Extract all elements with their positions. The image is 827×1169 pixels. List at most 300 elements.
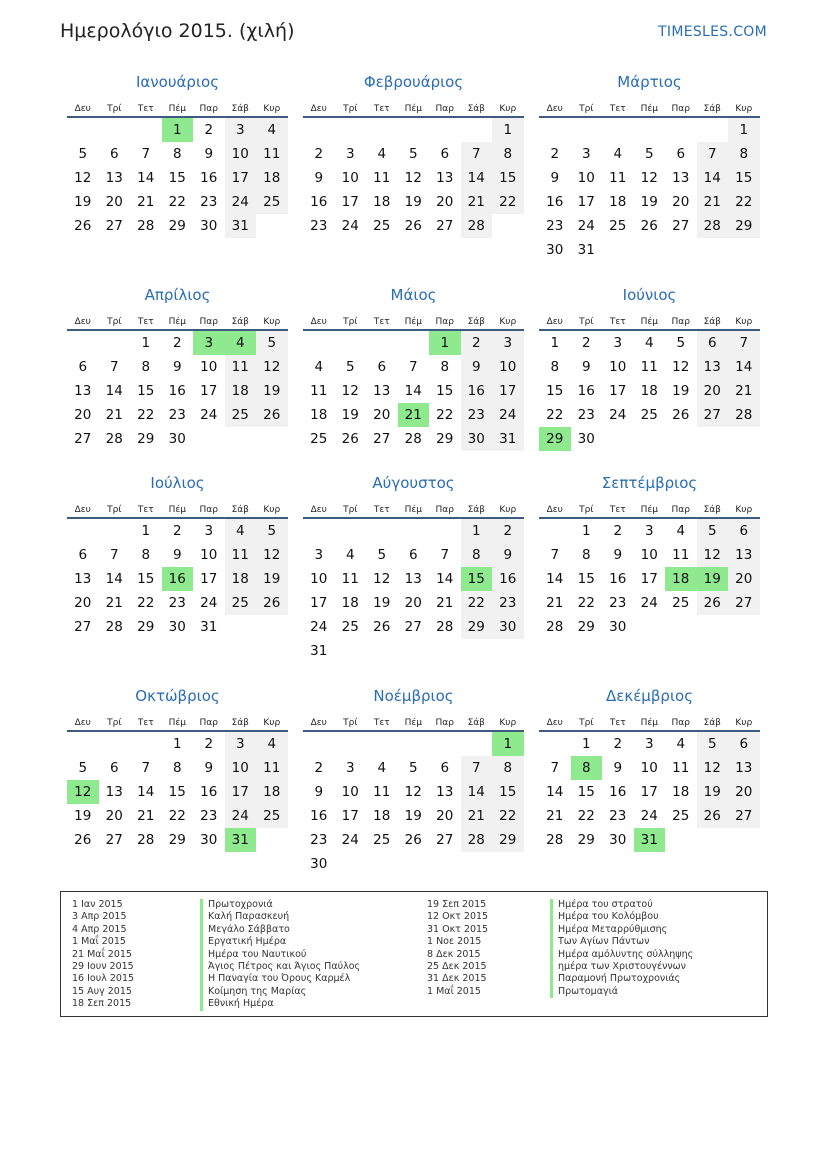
empty-day-cell <box>366 118 398 142</box>
day-cell: 20 <box>373 407 391 423</box>
day-cell: 24 <box>341 218 359 234</box>
week-row <box>67 828 288 852</box>
day-cell: 3 <box>345 760 355 776</box>
day-cell: 30 <box>168 431 186 447</box>
day-cell: 21 <box>398 403 430 427</box>
day-cell: 6 <box>377 359 387 375</box>
empty-day-cell <box>728 238 760 262</box>
month-name: Ιούνιος <box>622 286 677 304</box>
week-row <box>303 732 524 756</box>
week-row <box>539 732 760 756</box>
day-cell: 10 <box>577 170 595 186</box>
day-cell: 23 <box>609 808 627 824</box>
weekday-label: Κυρ <box>263 718 281 728</box>
holiday-dates-column-2 <box>427 899 488 998</box>
week-row <box>303 427 524 451</box>
day-cell: 17 <box>341 194 359 210</box>
day-cell: 18 <box>665 567 697 591</box>
day-cell: 23 <box>168 407 186 423</box>
month-days <box>303 732 524 876</box>
day-cell: 5 <box>377 547 387 563</box>
empty-day-cell <box>398 852 430 876</box>
weekday-header <box>303 708 524 732</box>
day-cell: 26 <box>341 431 359 447</box>
day-cell: 19 <box>341 407 359 423</box>
day-cell: 19 <box>373 595 391 611</box>
empty-day-cell <box>492 214 524 238</box>
day-cell: 9 <box>172 359 182 375</box>
day-cell: 27 <box>728 804 760 828</box>
week-row <box>67 403 288 427</box>
empty-day-cell <box>429 732 461 756</box>
week-row <box>67 804 288 828</box>
day-cell: 25 <box>672 595 690 611</box>
day-cell: 10 <box>640 547 658 563</box>
holiday-name: Ημέρα του Ναυτικού <box>200 949 360 961</box>
day-cell: 24 <box>640 595 658 611</box>
day-cell: 29 <box>137 619 155 635</box>
day-cell: 30 <box>492 615 524 639</box>
empty-day-cell <box>366 639 398 663</box>
day-cell: 25 <box>256 190 288 214</box>
day-cell: 28 <box>697 214 729 238</box>
month-name: Μάιος <box>390 286 437 304</box>
day-cell: 26 <box>672 407 690 423</box>
day-cell: 12 <box>640 170 658 186</box>
day-cell: 14 <box>461 780 493 804</box>
day-cell: 27 <box>404 619 422 635</box>
day-cell: 28 <box>436 619 454 635</box>
day-cell: 4 <box>377 146 387 162</box>
weekday-label: Τρί <box>107 718 122 728</box>
day-cell: 1 <box>162 118 194 142</box>
day-cell: 20 <box>436 194 454 210</box>
day-cell: 25 <box>373 832 391 848</box>
month-days <box>67 519 288 639</box>
month-name: Φεβρουάριος <box>363 73 464 91</box>
empty-day-cell <box>303 118 335 142</box>
day-cell: 20 <box>74 595 92 611</box>
weekday-label: Κυρ <box>263 505 281 515</box>
weekday-label: Παρ <box>199 317 218 327</box>
day-cell: 13 <box>404 571 422 587</box>
day-cell: 24 <box>577 218 595 234</box>
day-cell: 4 <box>377 760 387 776</box>
week-row <box>539 427 760 451</box>
day-cell: 7 <box>109 359 119 375</box>
day-cell: 29 <box>461 615 493 639</box>
week-row <box>303 214 524 238</box>
empty-day-cell <box>67 732 99 756</box>
day-cell: 29 <box>168 218 186 234</box>
day-cell: 15 <box>492 780 524 804</box>
day-cell: 12 <box>697 543 729 567</box>
day-cell: 30 <box>200 218 218 234</box>
day-cell: 14 <box>546 571 564 587</box>
month-block <box>67 285 288 451</box>
day-cell: 8 <box>550 359 560 375</box>
empty-day-cell <box>366 331 398 355</box>
day-cell: 6 <box>440 760 450 776</box>
week-row <box>539 543 760 567</box>
holiday-name: Των Αγίων Πάντων <box>550 936 693 948</box>
empty-day-cell <box>492 639 524 663</box>
day-cell: 13 <box>373 383 391 399</box>
weekday-header <box>303 94 524 118</box>
empty-day-cell <box>335 519 367 543</box>
month-block <box>67 72 288 238</box>
month-block <box>303 473 524 663</box>
weekday-label: Παρ <box>435 505 454 515</box>
week-row <box>303 355 524 379</box>
holiday-date: 21 Μαΐ 2015 <box>72 948 132 960</box>
day-cell: 9 <box>314 784 324 800</box>
weekday-label: Δευ <box>546 104 563 114</box>
week-row <box>67 166 288 190</box>
day-cell: 18 <box>609 194 627 210</box>
day-cell: 23 <box>168 595 186 611</box>
weekday-label: Τετ <box>609 317 626 327</box>
day-cell: 27 <box>436 218 454 234</box>
empty-day-cell <box>602 427 634 451</box>
day-cell: 20 <box>105 808 123 824</box>
empty-day-cell <box>99 331 131 355</box>
week-row <box>303 142 524 166</box>
day-cell: 25 <box>310 431 328 447</box>
day-cell: 26 <box>256 403 288 427</box>
month-block <box>67 473 288 639</box>
week-row <box>303 615 524 639</box>
day-cell: 29 <box>492 828 524 852</box>
day-cell: 16 <box>168 383 186 399</box>
day-cell: 31 <box>492 427 524 451</box>
weekday-label: Παρ <box>435 104 454 114</box>
weekday-header <box>539 307 760 331</box>
week-row <box>67 591 288 615</box>
day-cell: 14 <box>436 571 454 587</box>
day-cell: 28 <box>404 431 422 447</box>
empty-day-cell <box>225 615 257 639</box>
day-cell: 5 <box>697 732 729 756</box>
day-cell: 9 <box>550 170 560 186</box>
empty-day-cell <box>398 519 430 543</box>
day-cell: 7 <box>141 146 151 162</box>
day-cell: 6 <box>728 732 760 756</box>
holiday-date: 31 Οκτ 2015 <box>427 923 489 935</box>
day-cell: 17 <box>310 595 328 611</box>
holiday-date: 1 Ιαν 2015 <box>72 899 123 910</box>
day-cell: 31 <box>225 828 257 852</box>
day-cell: 13 <box>697 355 729 379</box>
week-row <box>67 732 288 756</box>
day-cell: 23 <box>577 407 595 423</box>
week-row <box>67 214 288 238</box>
month-days <box>303 519 524 663</box>
day-cell: 7 <box>697 142 729 166</box>
week-row <box>539 780 760 804</box>
week-row <box>67 543 288 567</box>
day-cell: 26 <box>74 832 92 848</box>
day-cell: 2 <box>461 331 493 355</box>
day-cell: 8 <box>172 760 182 776</box>
empty-day-cell <box>256 214 288 238</box>
site-link[interactable]: TIMESLES.COM <box>658 24 767 40</box>
day-cell: 2 <box>172 523 182 539</box>
day-cell: 4 <box>256 732 288 756</box>
day-cell: 28 <box>728 403 760 427</box>
day-cell: 26 <box>697 804 729 828</box>
weekday-label: Παρ <box>435 317 454 327</box>
day-cell: 2 <box>314 146 324 162</box>
holiday-name: Μεγάλο Σάββατο <box>200 924 360 936</box>
day-cell: 23 <box>200 194 218 210</box>
week-row <box>67 427 288 451</box>
day-cell: 9 <box>492 543 524 567</box>
week-row <box>539 190 760 214</box>
weekday-label: Κυρ <box>263 104 281 114</box>
day-cell: 15 <box>728 166 760 190</box>
month-days <box>539 732 760 852</box>
holiday-names-column-1 <box>200 899 360 1011</box>
day-cell: 8 <box>571 756 603 780</box>
day-cell: 15 <box>168 170 186 186</box>
week-row <box>67 118 288 142</box>
day-cell: 8 <box>141 547 151 563</box>
day-cell: 13 <box>105 784 123 800</box>
holiday-name: Άγιος Πέτρος και Άγιος Παύλος <box>200 961 360 973</box>
day-cell: 13 <box>74 571 92 587</box>
holiday-name: Ημέρα του Κολόμβου <box>550 911 693 923</box>
day-cell: 2 <box>314 760 324 776</box>
day-cell: 25 <box>225 403 257 427</box>
day-cell: 3 <box>644 736 654 752</box>
day-cell: 29 <box>577 832 595 848</box>
weekday-label: Τρί <box>579 718 594 728</box>
day-cell: 14 <box>461 166 493 190</box>
day-cell: 4 <box>676 523 686 539</box>
day-cell: 11 <box>256 142 288 166</box>
day-cell: 6 <box>440 146 450 162</box>
day-cell: 20 <box>728 567 760 591</box>
empty-day-cell <box>429 639 461 663</box>
empty-day-cell <box>492 852 524 876</box>
holiday-name: Κοίμηση της Μαρίας <box>200 986 360 998</box>
weekday-label: Πέμ <box>168 718 186 728</box>
day-cell: 3 <box>492 331 524 355</box>
holiday-name: Ημέρα Μεταρρύθμισης <box>550 924 693 936</box>
day-cell: 1 <box>461 519 493 543</box>
day-cell: 25 <box>672 808 690 824</box>
day-cell: 4 <box>613 146 623 162</box>
day-cell: 5 <box>676 335 686 351</box>
month-name: Αύγουστος <box>372 474 455 492</box>
day-cell: 29 <box>728 214 760 238</box>
day-cell: 9 <box>613 760 623 776</box>
day-cell: 19 <box>404 194 422 210</box>
day-cell: 30 <box>577 431 595 447</box>
holiday-date: 18 Σεπ 2015 <box>72 998 132 1010</box>
day-cell: 16 <box>461 379 493 403</box>
day-cell: 12 <box>341 383 359 399</box>
weekday-label: Σάβ <box>231 718 249 728</box>
day-cell: 16 <box>609 784 627 800</box>
week-row <box>303 804 524 828</box>
day-cell: 26 <box>74 218 92 234</box>
day-cell: 6 <box>78 359 88 375</box>
day-cell: 4 <box>676 736 686 752</box>
day-cell: 12 <box>256 543 288 567</box>
weekday-label: Σάβ <box>231 505 249 515</box>
month-block <box>539 473 760 639</box>
day-cell: 11 <box>373 170 391 186</box>
day-cell: 19 <box>672 383 690 399</box>
day-cell: 26 <box>640 218 658 234</box>
day-cell: 28 <box>461 214 493 238</box>
day-cell: 31 <box>225 214 257 238</box>
empty-day-cell <box>697 118 729 142</box>
weekday-header <box>67 94 288 118</box>
day-cell: 16 <box>546 194 564 210</box>
day-cell: 13 <box>436 170 454 186</box>
weekday-label: Κυρ <box>499 104 517 114</box>
holiday-date: 16 Ιουλ 2015 <box>72 973 135 985</box>
day-cell: 14 <box>546 784 564 800</box>
day-cell: 22 <box>137 595 155 611</box>
day-cell: 28 <box>105 431 123 447</box>
day-cell: 27 <box>373 431 391 447</box>
month-name: Απρίλιος <box>144 286 211 304</box>
day-cell: 12 <box>672 359 690 375</box>
day-cell: 10 <box>200 547 218 563</box>
holiday-date: 1 Νοε 2015 <box>427 936 482 948</box>
weekday-label: Δευ <box>74 505 91 515</box>
week-row <box>67 190 288 214</box>
weekday-label: Παρ <box>671 505 690 515</box>
day-cell: 30 <box>546 242 564 258</box>
day-cell: 23 <box>609 595 627 611</box>
empty-day-cell <box>634 118 666 142</box>
day-cell: 11 <box>672 547 690 563</box>
holiday-date: 8 Δεκ 2015 <box>427 948 481 960</box>
empty-day-cell <box>335 732 367 756</box>
day-cell: 21 <box>137 194 155 210</box>
empty-day-cell <box>335 118 367 142</box>
weekday-label: Σάβ <box>703 505 721 515</box>
day-cell: 1 <box>492 118 524 142</box>
day-cell: 7 <box>550 760 560 776</box>
week-row <box>303 756 524 780</box>
weekday-label: Κυρ <box>499 317 517 327</box>
weekday-label: Δευ <box>74 104 91 114</box>
weekday-label: Πέμ <box>640 718 658 728</box>
day-cell: 29 <box>137 431 155 447</box>
empty-day-cell <box>634 238 666 262</box>
day-cell: 18 <box>256 166 288 190</box>
weekday-label: Παρ <box>671 718 690 728</box>
empty-day-cell <box>665 615 697 639</box>
day-cell: 23 <box>310 218 328 234</box>
day-cell: 16 <box>310 808 328 824</box>
month-block <box>303 72 524 238</box>
week-row <box>303 639 524 663</box>
weekday-label: Πέμ <box>640 104 658 114</box>
day-cell: 8 <box>492 756 524 780</box>
day-cell: 5 <box>697 519 729 543</box>
day-cell: 5 <box>408 760 418 776</box>
day-cell: 30 <box>609 619 627 635</box>
holiday-names-column-2 <box>550 899 693 998</box>
month-name: Σεπτέμβριος <box>601 474 698 492</box>
day-cell: 27 <box>74 619 92 635</box>
weekday-label: Σάβ <box>703 317 721 327</box>
day-cell: 17 <box>225 780 257 804</box>
day-cell: 22 <box>492 804 524 828</box>
empty-day-cell <box>461 852 493 876</box>
day-cell: 14 <box>105 571 123 587</box>
day-cell: 24 <box>640 808 658 824</box>
day-cell: 8 <box>461 543 493 567</box>
day-cell: 9 <box>461 355 493 379</box>
day-cell: 10 <box>341 170 359 186</box>
day-cell: 6 <box>78 547 88 563</box>
weekday-label: Κυρ <box>499 505 517 515</box>
day-cell: 21 <box>461 190 493 214</box>
weekday-header <box>303 495 524 519</box>
weekday-label: Δευ <box>546 718 563 728</box>
day-cell: 8 <box>141 359 151 375</box>
week-row <box>539 519 760 543</box>
week-row <box>303 118 524 142</box>
day-cell: 5 <box>256 519 288 543</box>
day-cell: 29 <box>436 431 454 447</box>
week-row <box>539 238 760 262</box>
empty-day-cell <box>665 238 697 262</box>
empty-day-cell <box>225 427 257 451</box>
day-cell: 5 <box>256 331 288 355</box>
day-cell: 25 <box>609 218 627 234</box>
day-cell: 28 <box>137 218 155 234</box>
day-cell: 27 <box>74 431 92 447</box>
day-cell: 20 <box>697 379 729 403</box>
weekday-label: Τρί <box>343 317 358 327</box>
day-cell: 23 <box>461 403 493 427</box>
weekday-header <box>67 708 288 732</box>
day-cell: 3 <box>613 335 623 351</box>
day-cell: 3 <box>644 523 654 539</box>
day-cell: 23 <box>546 218 564 234</box>
day-cell: 30 <box>310 856 328 872</box>
day-cell: 8 <box>172 146 182 162</box>
day-cell: 3 <box>581 146 591 162</box>
day-cell: 14 <box>404 383 422 399</box>
week-row <box>539 403 760 427</box>
weekday-label: Πέμ <box>404 104 422 114</box>
week-row <box>539 567 760 591</box>
weekday-label: Τετ <box>373 104 390 114</box>
day-cell: 6 <box>109 760 119 776</box>
empty-day-cell <box>67 118 99 142</box>
week-row <box>303 331 524 355</box>
month-days <box>539 331 760 451</box>
empty-day-cell <box>728 427 760 451</box>
empty-day-cell <box>571 118 603 142</box>
month-name: Νοέμβριος <box>373 687 454 705</box>
week-row <box>303 379 524 403</box>
day-cell: 10 <box>609 359 627 375</box>
month-name: Οκτώβριος <box>135 687 220 705</box>
empty-day-cell <box>539 519 571 543</box>
empty-day-cell <box>366 732 398 756</box>
